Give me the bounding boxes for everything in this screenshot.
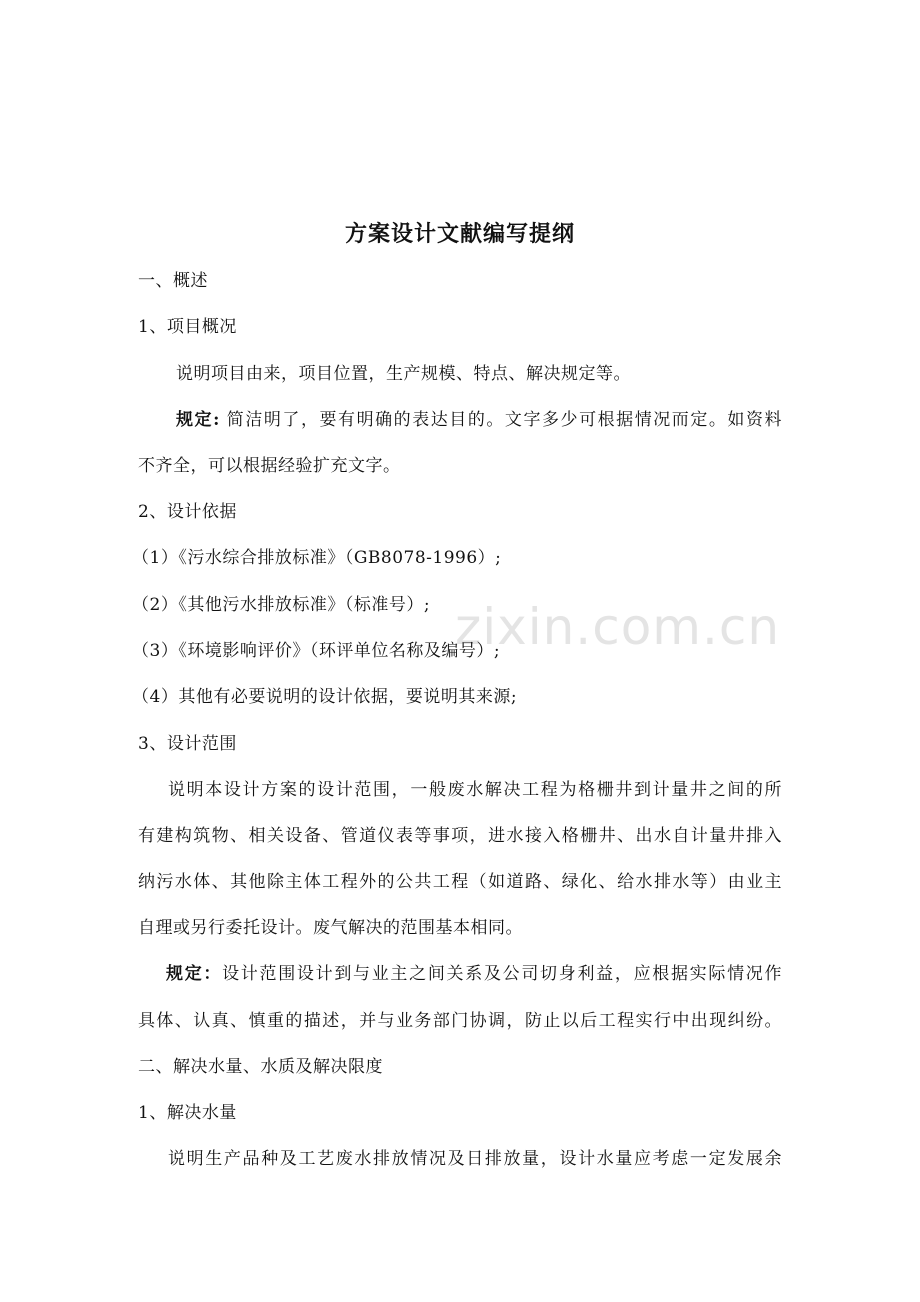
subheading-treatment-volume: 1、解决水量	[138, 1103, 237, 1123]
design-scope-line-3: 纳污水体、其他除主体工程外的公共工程（如道路、绿化、给水排水等）由业主	[138, 872, 782, 892]
treatment-volume-line-1: 说明生产品种及工艺废水排放情况及日排放量，设计水量应考虑一定发展余	[168, 1149, 782, 1169]
design-scope-line-1: 说明本设计方案的设计范围，一般废水解决工程为格栅井到计量井之间的所	[168, 780, 782, 800]
design-scope-line-2: 有建构筑物、相关设备、管道仪表等事项，进水接入格栅井、出水自计量井排入	[138, 826, 782, 846]
section-heading-overview: 一、概述	[138, 271, 208, 291]
project-requirement-line-1	[138, 407, 782, 433]
document-title: 方案设计文献编写提纲	[344, 221, 575, 247]
scope-requirement-line-2: 具体、认真、慎重的描述，并与业务部门协调，防止以后工程实行中出现纠纷。	[138, 1011, 782, 1031]
design-basis-item-1: （1）《污水综合排放标准》（GB8078-1996）;	[132, 548, 502, 568]
section-heading-treatment: 二、解决水量、水质及解决限度	[138, 1057, 383, 1077]
subheading-design-basis: 2、设计依据	[138, 502, 237, 522]
design-scope-line-4: 自理或另行委托设计。废气解决的范围基本相同。	[138, 918, 523, 938]
requirement-label: 规定：	[166, 964, 223, 984]
design-basis-item-2: （2）《其他污水排放标准》（标准号）;	[132, 595, 431, 615]
scope-requirement-line-1	[138, 961, 782, 987]
requirement-text: 设计范围设计到与业主之间关系及公司切身利益，应根据实际情况作	[222, 964, 782, 984]
design-basis-item-4: （4）其他有必要说明的设计依据，要说明其来源;	[132, 687, 518, 707]
subheading-design-scope: 3、设计范围	[138, 734, 237, 754]
project-overview-description: 说明项目由来，项目位置，生产规模、特点、解决规定等。	[176, 364, 631, 384]
watermark: zixin.com.cn	[455, 598, 781, 656]
project-requirement-line-2: 不齐全，可以根据经验扩充文字。	[138, 456, 401, 476]
design-basis-item-3: （3）《环境影响评价》（环评单位名称及编号）;	[132, 641, 501, 661]
requirement-text: 简洁明了，要有明确的表达目的。文字多少可根据情况而定。如资料	[219, 410, 782, 430]
subheading-project-overview: 1、项目概况	[138, 317, 237, 337]
requirement-label: 规定:	[176, 410, 220, 430]
